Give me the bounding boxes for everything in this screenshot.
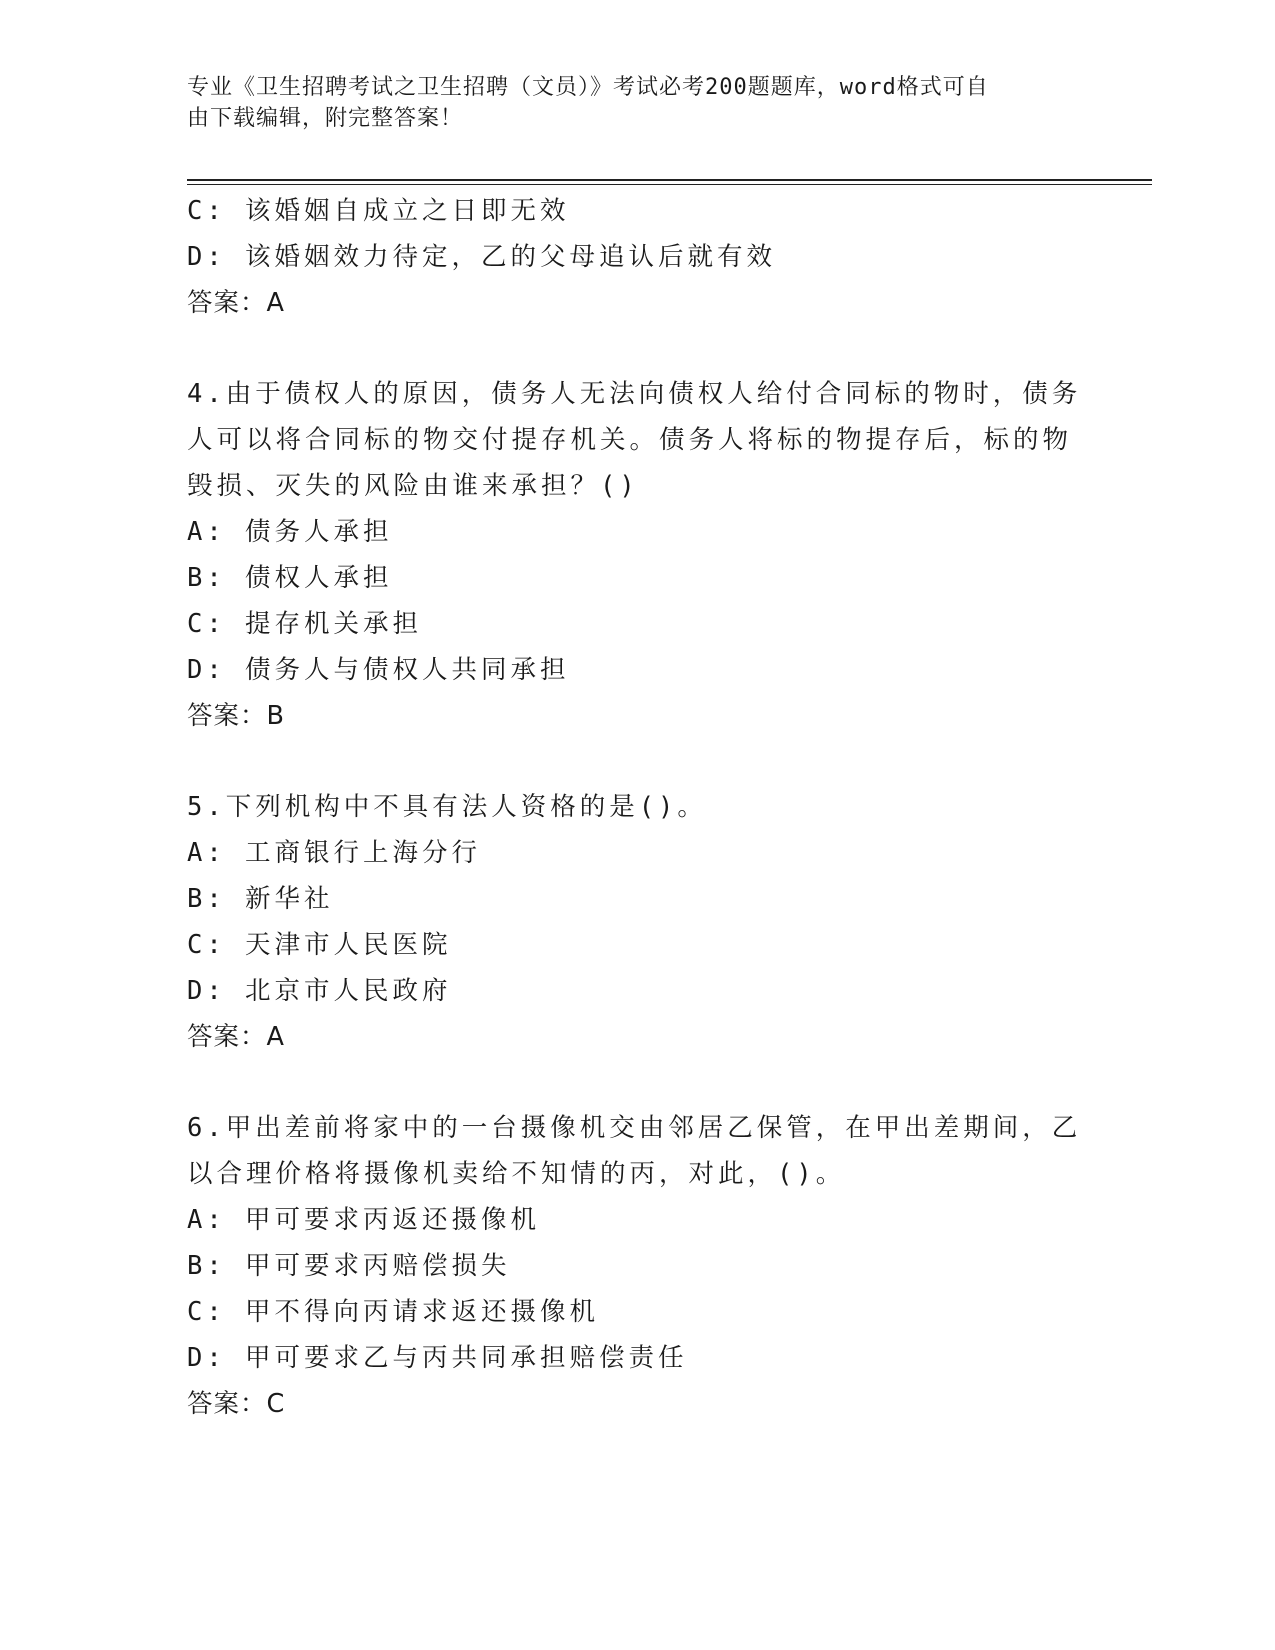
question-stem-line: 5.下列机构中不具有法人资格的是()。 [187, 792, 707, 822]
spacer [187, 1060, 1067, 1105]
option-c: C: 天津市人民医院 [187, 930, 452, 960]
answer-line: 答案：C [187, 1389, 286, 1419]
previous-question-fragment [187, 188, 1067, 326]
option-c: C: 该婚姻自成立之日即无效 [187, 196, 570, 226]
option-a: A: 债务人承担 [187, 517, 393, 547]
header-line-2: 由下载编辑，附完整答案！ [187, 106, 464, 131]
answer-line: 答案：B [187, 701, 285, 731]
question-stem-line: 6.甲出差前将家中的一台摄像机交由邻居乙保管，在甲出差期间，乙 [187, 1113, 1082, 1143]
option-d: D: 债务人与债权人共同承担 [187, 655, 570, 685]
header-divider-thin [187, 184, 1152, 185]
option-b: B: 新华社 [187, 884, 334, 914]
spacer [187, 326, 1067, 371]
question-stem-line: 人可以将合同标的物交付提存机关。债务人将标的物提存后，标的物 [187, 425, 1073, 455]
answer-line: 答案：A [187, 1022, 285, 1052]
header-divider-thick [187, 179, 1152, 181]
option-c: C: 提存机关承担 [187, 609, 423, 639]
question-5 [187, 784, 1067, 1060]
option-c: C: 甲不得向丙请求返还摄像机 [187, 1297, 600, 1327]
question-stem-line: 4.由于债权人的原因，债务人无法向债权人给付合同标的物时，债务 [187, 379, 1082, 409]
option-d: D: 甲可要求乙与丙共同承担赔偿责任 [187, 1343, 688, 1373]
option-a: A: 甲可要求丙返还摄像机 [187, 1205, 541, 1235]
question-stem-line: 毁损、灭失的风险由谁来承担？() [187, 471, 639, 501]
header-line-1: 专业《卫生招聘考试之卫生招聘（文员）》考试必考200题题库，word格式可自 [187, 75, 989, 100]
answer-line: 答案：A [187, 288, 285, 318]
question-4 [187, 371, 1082, 739]
option-d: D: 北京市人民政府 [187, 976, 452, 1006]
question-list [187, 188, 1082, 1427]
spacer [187, 739, 1067, 784]
option-b: B: 甲可要求丙赔偿损失 [187, 1251, 511, 1281]
document-header [187, 72, 1067, 134]
option-b: B: 债权人承担 [187, 563, 393, 593]
question-stem-line: 以合理价格将摄像机卖给不知情的丙，对此，()。 [187, 1159, 846, 1189]
question-6 [187, 1105, 1082, 1427]
option-d: D: 该婚姻效力待定，乙的父母追认后就有效 [187, 242, 777, 272]
option-a: A: 工商银行上海分行 [187, 838, 482, 868]
